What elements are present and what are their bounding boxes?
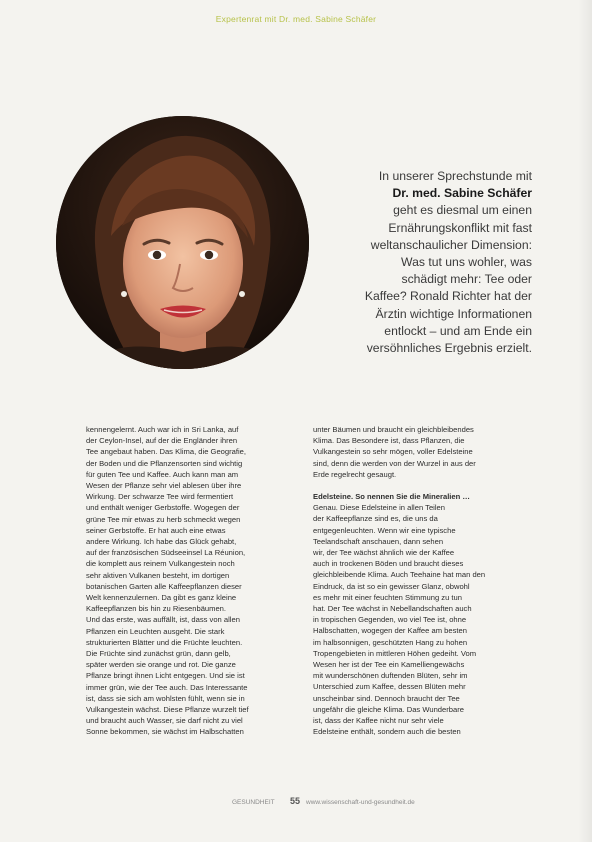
intro-line: Ärztin wichtige Informationen bbox=[375, 306, 532, 321]
body-text-line: mit wunderschönen duftenden Blüten, sehr im bbox=[313, 671, 468, 681]
body-text-line: es mehr mit einer feuchten Stimmung zu tun bbox=[313, 592, 462, 602]
body-text-line: Tropengebieten in mittleren Höhen gedeiht. Vom bbox=[313, 648, 477, 658]
magazine-name: GESUNDHEIT bbox=[232, 799, 275, 806]
portrait-photo bbox=[56, 116, 309, 369]
body-text-line: Und das erste, was auffällt, ist, dass von allen bbox=[86, 615, 240, 625]
body-text-line: Wirkung. Der schwarze Tee wird fermentiert bbox=[86, 492, 234, 502]
body-text-line: Tee angebaut haben. Das Klima, die Geografie, bbox=[86, 447, 246, 457]
body-text-line: auf der französischen Südseeinsel La Réunion, bbox=[86, 548, 246, 558]
body-text-line: hat. Der Tee wächst in Nebellandschaften auch bbox=[313, 604, 472, 614]
body-text-line: Genau. Diese Edelsteine in allen Teilen bbox=[313, 503, 445, 513]
body-text-line: Edelsteine enthält, sondern auch die besten bbox=[313, 727, 461, 737]
body-text-line: Die Früchte sind zunächst grün, dann gelb, bbox=[86, 649, 231, 659]
running-head: Expertenrat mit Dr. med. Sabine Schäfer bbox=[215, 14, 377, 24]
body-text-line: botanischen Garten alle Kaffeepflanzen dieser bbox=[86, 581, 242, 591]
body-text-line: Sonne bekommen, sie wächst im Halbschatten bbox=[86, 727, 244, 737]
page-footer bbox=[0, 796, 592, 810]
body-text-line: Wesen her ist der Tee ein Kamelliengewächs bbox=[313, 660, 465, 670]
footer-url: www.wissenschaft-und-gesundheit.de bbox=[306, 799, 415, 806]
intro-line: schädigt mehr: Tee oder bbox=[401, 272, 532, 287]
body-text-line: auch in trockenen Böden und braucht dieses bbox=[313, 559, 464, 569]
body-text-line: Eindruck, da ist so ein gewisser Glanz, obwohl bbox=[313, 581, 470, 591]
body-column-left bbox=[86, 424, 304, 738]
intro-line: In unserer Sprechstunde mit bbox=[378, 169, 532, 183]
portrait-illustration bbox=[56, 116, 309, 369]
body-text-line: Halbschatten, wogegen der Kaffee am besten bbox=[313, 626, 467, 636]
body-column-right bbox=[313, 424, 531, 737]
intro-line: geht es diesmal um einen bbox=[393, 203, 532, 218]
body-text-line: für guten Tee und Kaffee. Auch kann man am bbox=[86, 469, 239, 479]
body-text-line: und enthält weniger Gerbstoffe. Wogegen der bbox=[86, 503, 240, 513]
body-text-line: ist, dass der Kaffee nicht nur sehr viele bbox=[313, 716, 444, 726]
body-text-line: entgegenleuchten. Wenn wir eine typische bbox=[313, 525, 456, 535]
body-text-line: gleichbleibende Klima. Auch Teehaine hat man den bbox=[313, 570, 486, 580]
intro-teaser bbox=[300, 168, 532, 357]
intro-line: Ernährungskonflikt mit fast bbox=[388, 220, 532, 235]
body-text-line: Vulkangestein wächst. Diese Pflanze wurzelt tief bbox=[86, 705, 249, 715]
body-text-line: Pflanze bringt ihnen Licht entgegen. Und sie ist bbox=[86, 671, 245, 681]
body-text-line: Klima. Das Besondere ist, dass Pflanzen, die bbox=[313, 436, 465, 446]
body-text-line: andere Wirkung. Ich habe das Glück gehabt, bbox=[86, 537, 237, 547]
body-text-line: sehr aktiven Vulkanen besteht, im dortigen bbox=[86, 570, 230, 580]
doctor-name: Dr. med. Sabine Schäfer bbox=[392, 186, 532, 201]
body-text-line: der Boden und die Pflanzensorten sind wichtig bbox=[86, 458, 243, 468]
body-text-line: später werden sie orange und rot. Die ganze bbox=[86, 660, 236, 670]
paragraph-gap bbox=[313, 480, 531, 491]
body-text-line: Welt kennenzulernen. Da gibt es ganz kleine bbox=[86, 593, 237, 603]
body-text-line: in tropischen Gegenden, wo viel Tee ist, ohne bbox=[313, 615, 467, 625]
body-text-line: ungefähr die gleiche Klima. Das Wunderbare bbox=[313, 704, 464, 714]
body-text-line: Teelandschaft anschauen, dann sehen bbox=[313, 536, 444, 546]
body-text-line: Unterschied zum Kaffee, dessen Blüten mehr bbox=[313, 682, 466, 692]
page-number: 55 bbox=[290, 796, 301, 806]
body-text-line: die komplett aus reinem Vulkangestein noch bbox=[86, 559, 235, 569]
body-text-line: im halbsonnigen, geschützten Hang zu hohen bbox=[313, 637, 468, 647]
body-text-line: Erde regelrecht gesaugt. bbox=[313, 469, 397, 479]
body-text-line: seiner Gerbstoffe. Er hat auch eine etwas bbox=[86, 525, 226, 535]
body-text-line: immer grün, wie der Tee auch. Das Interessante bbox=[86, 682, 248, 692]
page-edge-shadow bbox=[578, 0, 592, 842]
body-text-line: Pflanzen ein Leuchten ausgeht. Die stark bbox=[86, 626, 225, 636]
body-text-line: Kaffeepflanzen bis hin zu Riesenbäumen. bbox=[86, 604, 227, 614]
body-text-line: unter Bäumen und braucht ein gleichbleibendes bbox=[313, 425, 474, 434]
body-text-line: der Kaffeepflanze sind es, die uns da bbox=[313, 514, 438, 524]
body-text-line: wir, der Tee wächst ähnlich wie der Kaffee bbox=[313, 548, 455, 558]
body-text-line: der Ceylon-Insel, auf der die Engländer ihren bbox=[86, 436, 238, 446]
intro-line: versöhnliches Ergebnis erzielt. bbox=[366, 341, 532, 356]
body-text-line: unscheinbar sind. Dennoch braucht der Tee bbox=[313, 693, 460, 703]
body-text-line: ist, dass sie sich am wohlsten fühlt, wenn sie in bbox=[86, 693, 245, 703]
body-text-line: sind, denn die werden von der Wurzel in aus der bbox=[313, 458, 476, 468]
intro-line: Kaffee? Ronald Richter hat der bbox=[364, 289, 532, 304]
body-text-line: Vulkangestein so sehr mögen, voller Edelsteine bbox=[313, 447, 473, 457]
body-text-line: und braucht auch Wasser, sie darf nicht zu viel bbox=[86, 716, 243, 726]
intro-line: weltanschaulicher Dimension: bbox=[370, 237, 532, 252]
interview-question: Edelsteine. So nennen Sie die Mineralien … bbox=[313, 492, 470, 502]
intro-line: Was tut uns wohler, was bbox=[401, 255, 532, 270]
body-text-line: strukturierten Blätter und die Früchte leuchten. bbox=[86, 637, 243, 647]
body-text-line: Wesen der Pflanze sehr viel ablesen über ihre bbox=[86, 481, 242, 491]
intro-line: entlockt – und am Ende ein bbox=[384, 323, 532, 338]
body-text-line: kennengelernt. Auch war ich in Sri Lanka, auf bbox=[86, 425, 239, 434]
body-text-line: grüne Tee mir etwas zu herb schmeckt wegen bbox=[86, 514, 241, 524]
